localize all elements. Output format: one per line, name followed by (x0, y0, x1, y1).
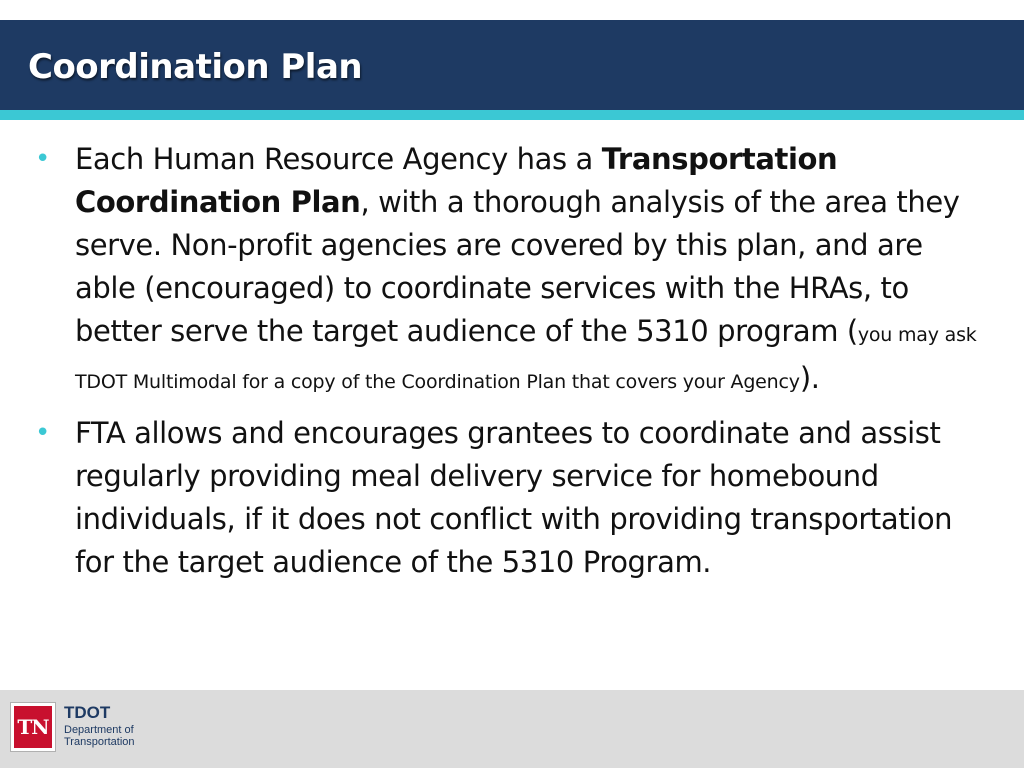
logo-name: TDOT (64, 703, 111, 722)
bullet-item (0, 412, 1024, 584)
accent-line (0, 110, 1024, 120)
slide-title: Coordination Plan (28, 47, 363, 87)
logo-subtitle-line2: Transportation (64, 736, 135, 748)
tn-badge-text: TN (14, 706, 52, 748)
slide-content (0, 138, 1024, 592)
bullet-dot-icon: • (35, 418, 50, 448)
bullet-text-normal: , with a thorough analysis of the area they serve. Non-profit agencies are covered by this plan, and are able (encouraged) to coordinate services with the HRAs, to better serve the target audience of the 5310 program ( (75, 185, 960, 348)
tn-badge-icon (10, 702, 56, 752)
bullet-dot-icon: • (35, 144, 50, 174)
bullet-item (0, 138, 1024, 404)
bullet-text-small: you may ask TDOT Multimodal for a copy of the Coordination Plan that covers your Agency (75, 324, 977, 393)
bullet-text-normal: FTA allows and encourages grantees to coordinate and assist regularly providing meal delivery service for homebound individuals, if it does not conflict with providing transportation for the target audience of the 5310 Program. (75, 416, 953, 579)
top-strip (0, 0, 1024, 20)
bullet-text-normal: ). (799, 361, 820, 395)
footer-bar (0, 690, 1024, 768)
bullet-text-bold: Transportation Coordination Plan (75, 142, 838, 219)
tdot-logo (10, 702, 150, 752)
bullet-text-normal: Each Human Resource Agency has a (75, 142, 602, 176)
logo-subtitle-line1: Department of (64, 724, 134, 736)
